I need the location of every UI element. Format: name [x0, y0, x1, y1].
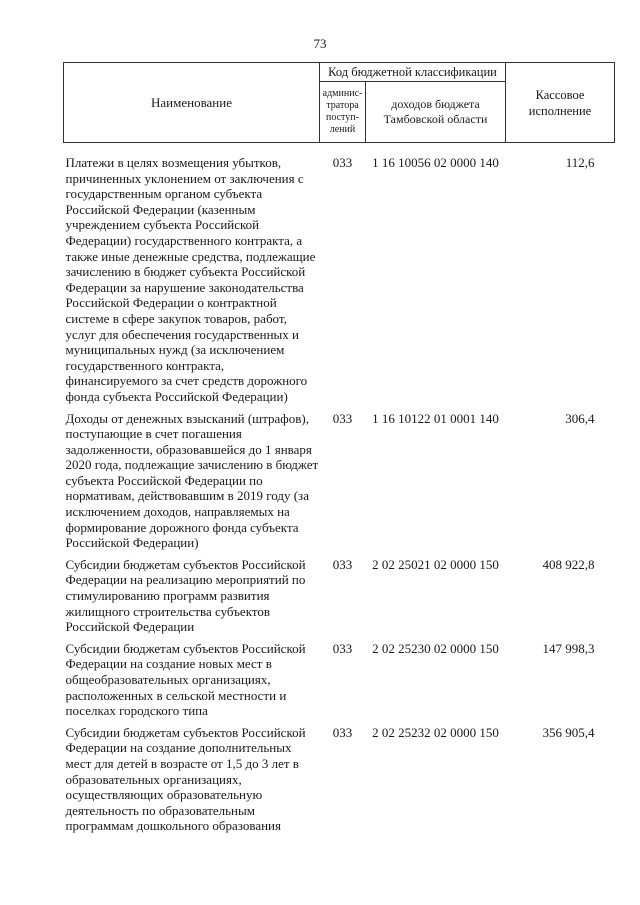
- row-amount: 112,6: [565, 155, 595, 170]
- row-revenue-code: 1 16 10122 01 0001 140: [372, 410, 499, 426]
- table-row: [64, 143, 615, 405]
- row-name: Субсидии бюджетам субъектов Российской Федерации на реализацию мероприятий по стимулированию программ развития жилищного строительства субъектов Российской Федерации: [65, 556, 306, 635]
- header-classification-group: Код бюджетной классификации: [320, 63, 506, 82]
- header-name: Наименование: [64, 63, 320, 143]
- table-row: [64, 405, 615, 551]
- row-amount: 306,4: [565, 410, 595, 426]
- row-admin-code: 033: [332, 556, 353, 572]
- page-number: 73: [313, 36, 327, 51]
- row-revenue-code: 2 02 25230 02 0000 150: [372, 640, 499, 656]
- row-admin-code: 033: [332, 155, 353, 170]
- row-revenue-code: 1 16 10056 02 0000 140: [372, 155, 499, 170]
- table-row: [64, 551, 615, 635]
- row-amount: 356 905,4: [542, 724, 595, 740]
- table-header: [64, 63, 615, 143]
- header-execution: Кассовое исполнение: [506, 63, 615, 143]
- row-admin-code: 033: [332, 724, 353, 740]
- row-admin-code: 033: [332, 410, 353, 426]
- header-administrator: админис-тратора поступ-лений: [320, 82, 366, 143]
- budget-revenue-table: [63, 62, 615, 834]
- table-body: [64, 143, 615, 834]
- row-name: Субсидии бюджетам субъектов Российской Федерации на создание новых мест в общеобразовательных организациях, расположенных в сельской местности и поселках городского типа: [65, 640, 306, 719]
- row-revenue-code: 2 02 25021 02 0000 150: [372, 556, 499, 572]
- header-revenue-code: доходов бюджета Тамбовской области: [366, 82, 506, 143]
- table-row: [64, 635, 615, 719]
- row-revenue-code: 2 02 25232 02 0000 150: [372, 724, 499, 740]
- row-amount: 408 922,8: [542, 556, 595, 572]
- row-amount: 147 998,3: [542, 640, 595, 656]
- row-name: Субсидии бюджетам субъектов Российской Федерации на создание дополнительных мест для детей в возрасте от 1,5 до 3 лет в образовательных организациях, осуществляющих образовательную деятельность по образовательным программам дошкольного образования: [65, 724, 306, 834]
- row-name: Доходы от денежных взысканий (штрафов), поступающие в счет погашения задолженности, образовавшейся до 1 января 2020 года, подлежащие зачислению в бюджет субъекта Российской Федерации по нормативам, действовавшим в 2019 году (за исключением доходов, направляемых на формирование дорожного фонда субъекта Российской Федерации): [65, 410, 319, 551]
- table-row: [64, 719, 615, 834]
- row-name: Платежи в целях возмещения убытков, причиненных уклонением от заключения с государственным органом субъекта Российской Федерации (казенным учреждением субъекта Российской Федерации) государственного контракта, а также иные денежные средства, подлежащие зачислению в бюджет субъекта Российской Федерации за нарушение законодательства Российской Федерации о контрактной системе в сфере закупок товаров, работ, услуг для обеспечения государственных и муниципальных нужд (за исключением государственного контракта, финансируемого за счет средств дорожного фонда субъекта Российской Федерации): [65, 155, 316, 404]
- row-admin-code: 033: [332, 640, 353, 656]
